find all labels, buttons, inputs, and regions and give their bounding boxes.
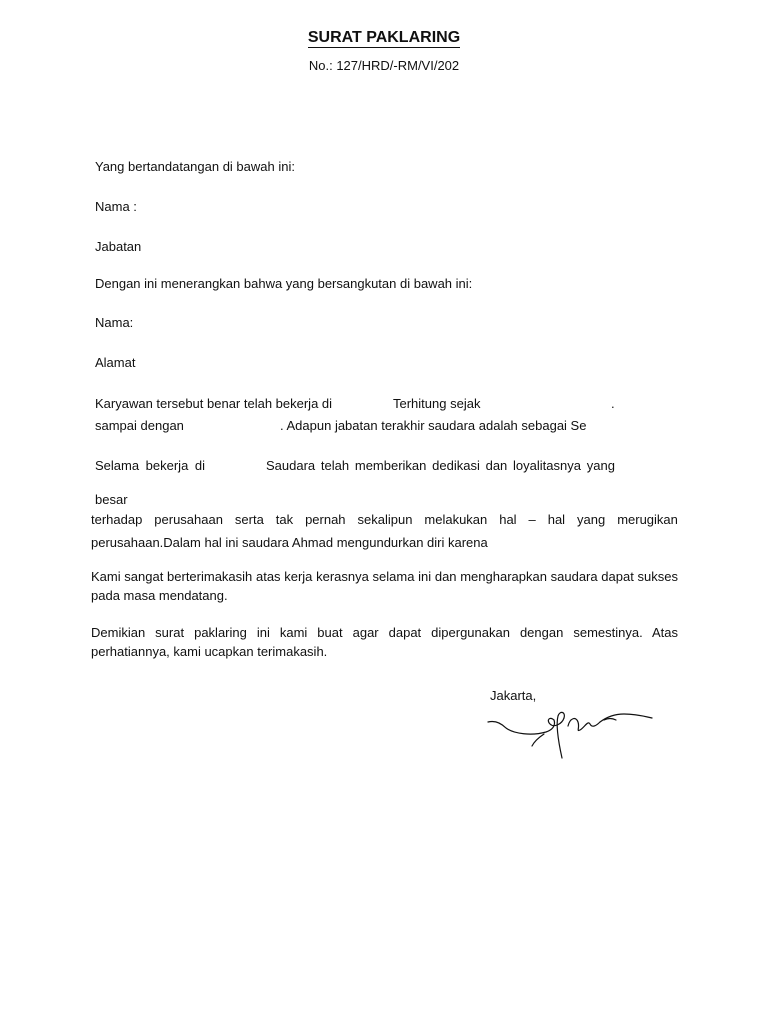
letter-title: SURAT PAKLARING — [307, 29, 461, 46]
statement-text: Dengan ini menerangkan bahwa yang bersangkutan di bawah ini: — [95, 276, 473, 291]
place-text: Jakarta, — [490, 688, 537, 703]
intro-text: Yang bertandatangan di bawah ini: — [95, 159, 295, 174]
big-text: besar — [95, 492, 128, 507]
resign-text: perusahaan.Dalam hal ini saudara Ahmad mengundurkan diri karena — [91, 535, 488, 550]
thanks-paragraph: Kami sangat berterimakasih atas kerja kerasnya selama ini dan mengharapkan saudara dapat sukses pada masa mendatang. — [91, 569, 678, 603]
during-work-text: Selama bekerja di — [95, 458, 205, 473]
letter-number: No.: 127/HRD/-RM/VI/202 — [308, 58, 460, 73]
employee-name-label: Nama: — [95, 315, 134, 330]
dedication-text: Saudara telah memberikan dedikasi dan loyalitasnya yang — [266, 458, 615, 473]
signer-name-label: Nama : — [95, 199, 137, 214]
worked-at-text: Karyawan tersebut benar telah bekerja di — [95, 396, 333, 411]
until-text: sampai dengan — [95, 418, 184, 433]
signature-image — [484, 700, 664, 762]
signer-position-label: Jabatan — [95, 239, 142, 254]
closing-paragraph: Demikian surat paklaring ini kami buat agar dapat dipergunakan dengan semestinya. Atas perhatiannya, kami ucapkan terimakasih. — [91, 625, 678, 659]
last-position-text: . Adapun jabatan terakhir saudara adalah sebagai Se — [280, 418, 587, 433]
employee-address-label: Alamat — [95, 355, 136, 370]
toward-company-text: terhadap perusahaan serta tak pernah sekalipun melakukan hal – hal yang merugikan — [91, 512, 678, 527]
period-dot: . — [611, 396, 615, 411]
counted-since-text: Terhitung sejak — [393, 396, 481, 411]
